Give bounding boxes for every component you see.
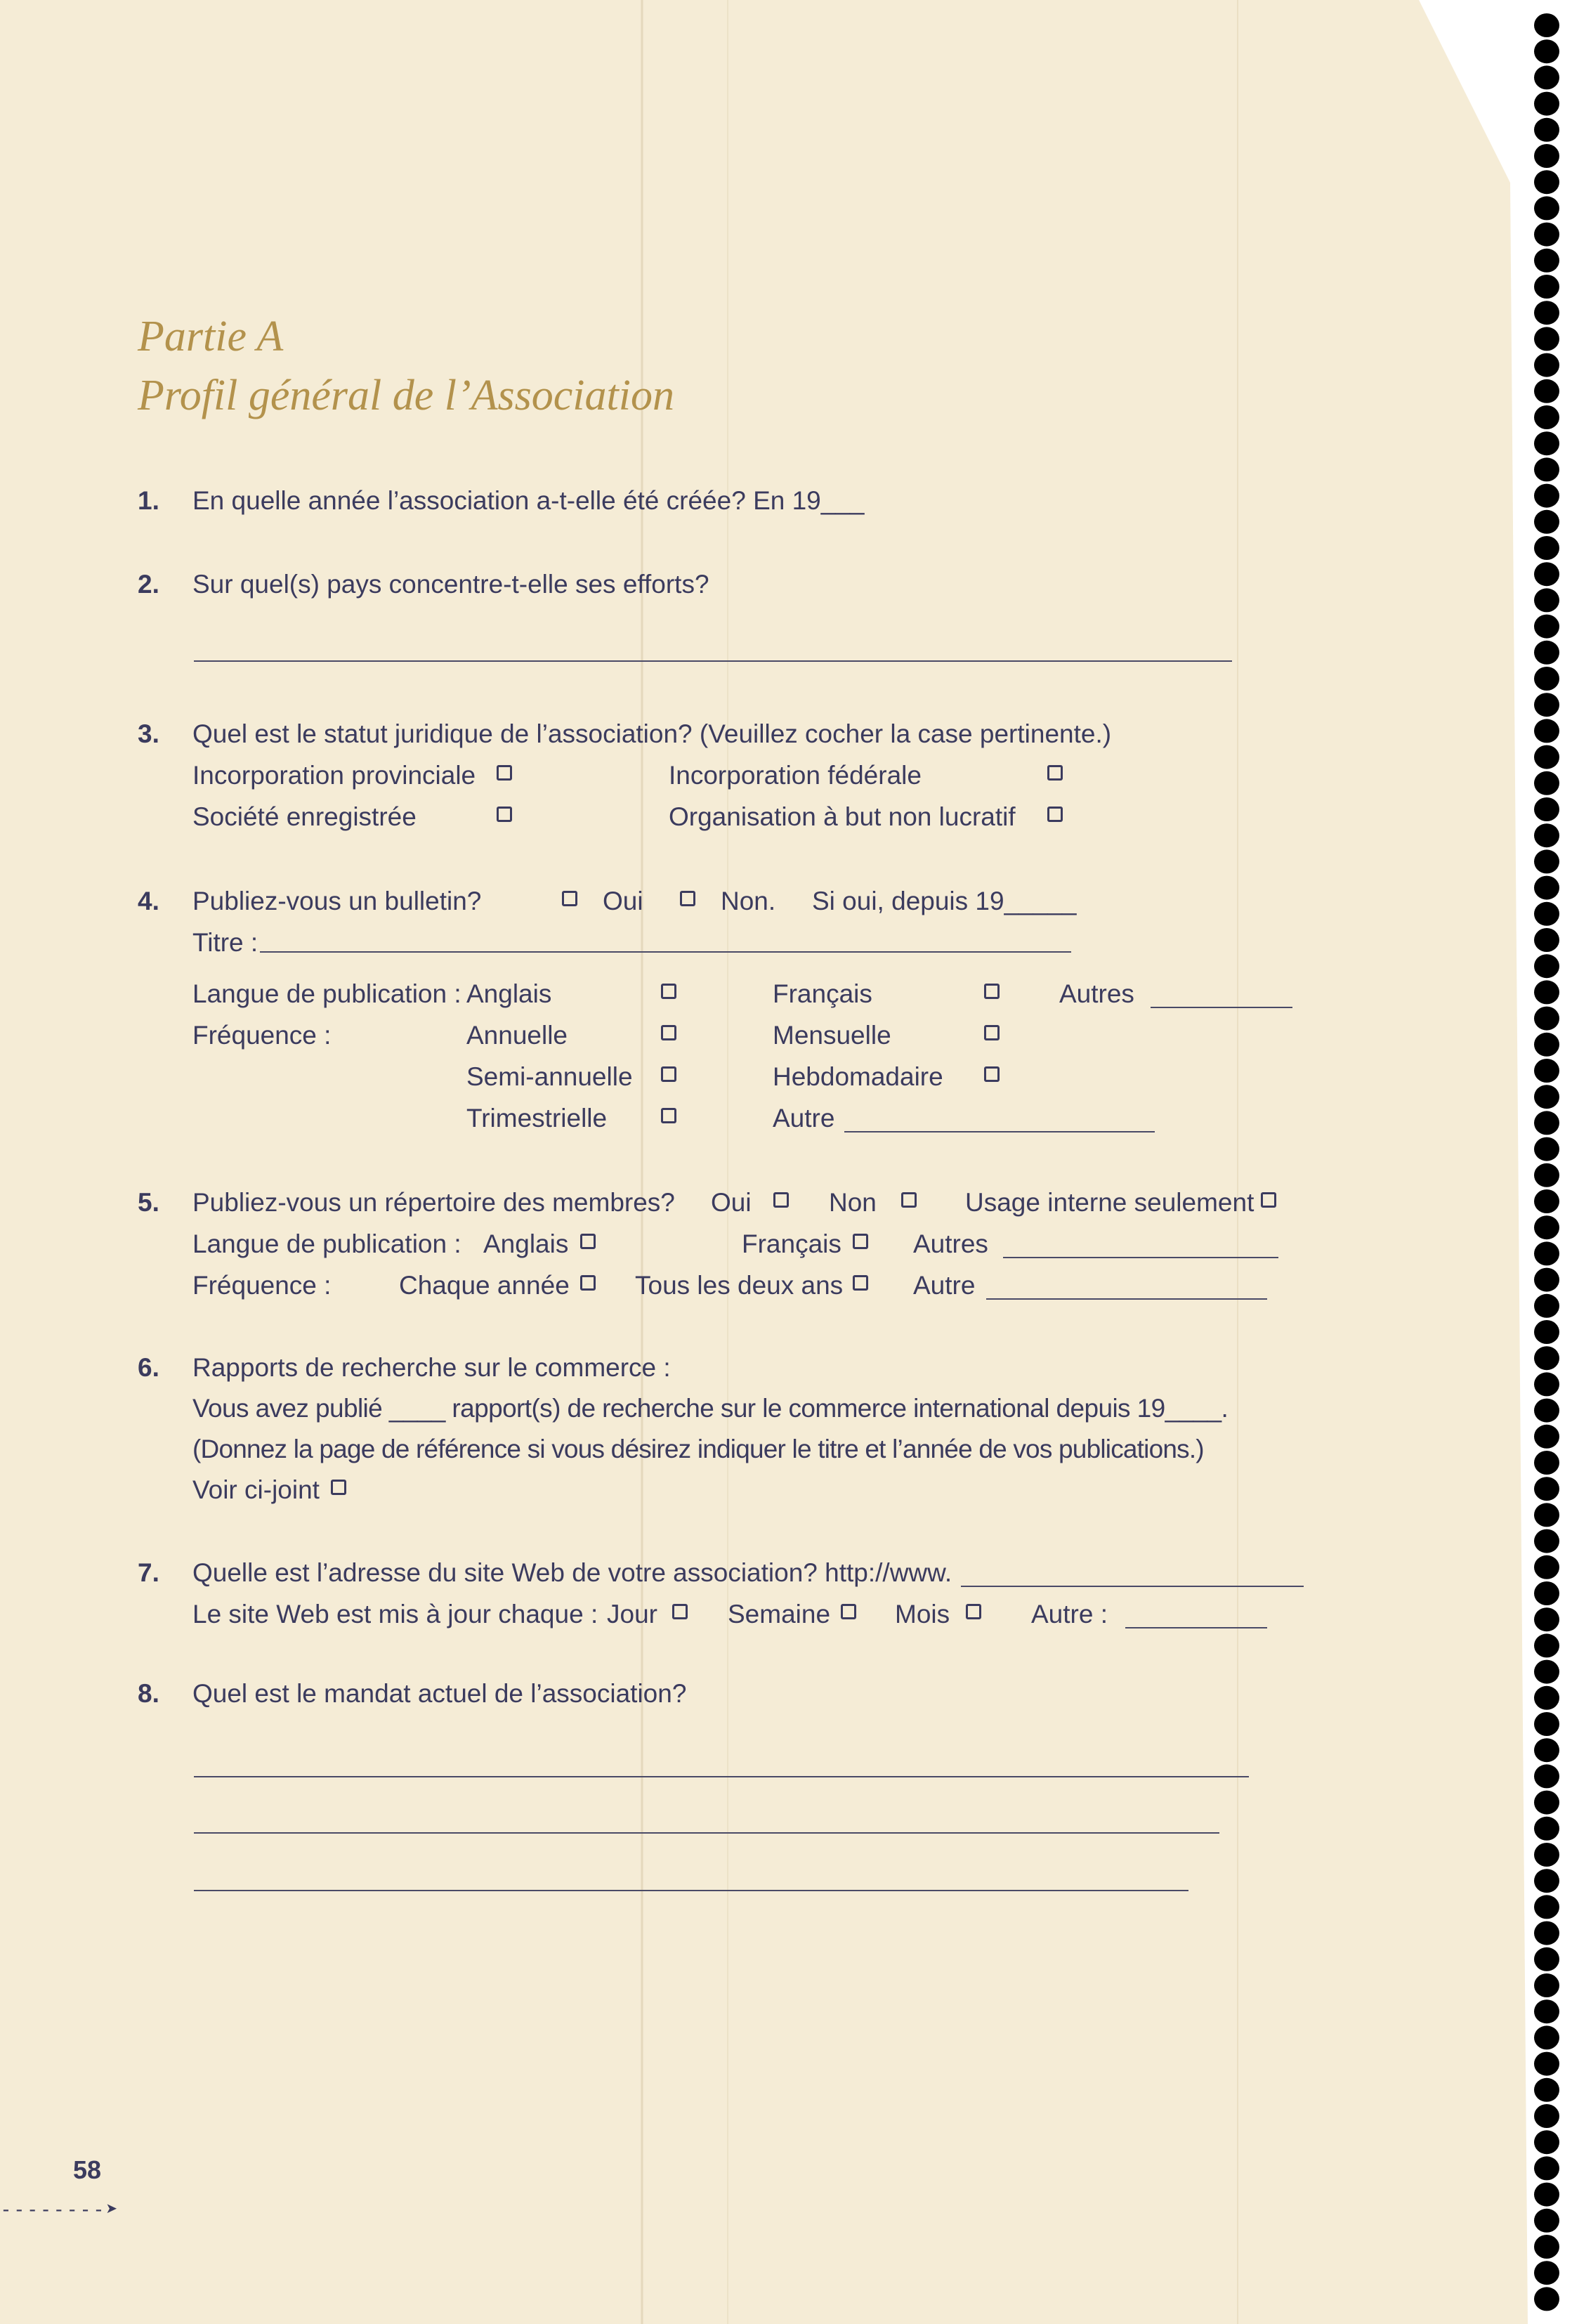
binding-hole — [1534, 2104, 1559, 2128]
binding-hole — [1534, 1294, 1559, 1318]
binding-hole — [1534, 1372, 1559, 1396]
option-label: Hebdomadaire — [773, 1062, 943, 1091]
question-text: Quel est le mandat actuel de l’association? — [192, 1679, 687, 1708]
option-label: Semaine — [728, 1600, 831, 1628]
checkbox[interactable] — [984, 1025, 1000, 1040]
binding-hole — [1534, 1712, 1559, 1736]
option-label: Mois — [895, 1600, 950, 1628]
part-subtitle: Profil général de l’Association — [138, 372, 674, 419]
question-number: 8. — [138, 1679, 159, 1708]
binding-hole — [1534, 1921, 1559, 1945]
option-label: Autres — [913, 1229, 988, 1258]
binding-hole — [1534, 1817, 1559, 1841]
binding-hole — [1534, 1425, 1559, 1449]
binding-hole — [1534, 405, 1559, 429]
binding-hole — [1534, 301, 1559, 325]
binding-hole — [1534, 2235, 1559, 2259]
binding-hole — [1534, 1268, 1559, 1292]
binding-hole — [1534, 484, 1559, 508]
binding-hole — [1534, 353, 1559, 377]
option-label: Semi-annuelle — [466, 1062, 633, 1091]
checkbox[interactable] — [497, 807, 512, 822]
answer-line[interactable] — [1151, 1007, 1292, 1008]
checkbox[interactable] — [680, 891, 695, 906]
option-label: Non — [829, 1188, 877, 1217]
binding-hole — [1534, 249, 1559, 273]
binding-holes — [1534, 13, 1559, 2311]
answer-line[interactable] — [844, 1131, 1155, 1132]
binding-hole — [1534, 65, 1559, 89]
binding-hole — [1534, 1477, 1559, 1501]
binding-hole — [1534, 118, 1559, 142]
binding-hole — [1534, 641, 1559, 665]
checkbox[interactable] — [1261, 1192, 1276, 1208]
binding-hole — [1534, 275, 1559, 299]
answer-line[interactable] — [1003, 1257, 1278, 1258]
binding-hole — [1534, 1059, 1559, 1083]
option-label: Incorporation fédérale — [669, 761, 922, 790]
question-text: Sur quel(s) pays concentre-t-elle ses efforts? — [192, 570, 709, 599]
binding-hole — [1534, 457, 1559, 481]
answer-line[interactable] — [986, 1298, 1267, 1300]
checkbox[interactable] — [661, 984, 676, 999]
binding-hole — [1534, 1660, 1559, 1684]
checkbox[interactable] — [984, 1066, 1000, 1082]
option-label: Autre — [913, 1271, 976, 1300]
binding-hole — [1534, 823, 1559, 847]
answer-line[interactable] — [194, 1776, 1249, 1777]
binding-hole — [1534, 2052, 1559, 2076]
binding-hole — [1534, 928, 1559, 952]
question-text: Publiez-vous un bulletin? — [192, 887, 482, 915]
option-label: Annuelle — [466, 1021, 568, 1050]
binding-hole — [1534, 1764, 1559, 1788]
frequency-label: Fréquence : — [192, 1021, 332, 1050]
option-label: Usage interne seulement — [965, 1188, 1255, 1217]
binding-hole — [1534, 849, 1559, 873]
binding-hole — [1534, 223, 1559, 247]
checkbox[interactable] — [853, 1275, 868, 1291]
option-label: Anglais — [466, 979, 552, 1008]
answer-line[interactable] — [194, 1890, 1188, 1891]
checkbox[interactable] — [773, 1192, 789, 1208]
binding-hole — [1534, 92, 1559, 116]
page-number: 58 — [73, 2155, 102, 2184]
binding-hole — [1534, 1111, 1559, 1135]
checkbox[interactable] — [661, 1108, 676, 1123]
checkbox[interactable] — [497, 765, 512, 781]
option-label: Société enregistrée — [192, 802, 417, 831]
option-label: Non. — [721, 887, 776, 915]
frequency-label: Fréquence : — [192, 1271, 332, 1300]
binding-hole — [1534, 2156, 1559, 2180]
binding-hole — [1534, 2025, 1559, 2049]
binding-hole — [1534, 431, 1559, 455]
binding-hole — [1534, 797, 1559, 821]
option-label: Autres — [1059, 979, 1134, 1008]
binding-hole — [1534, 1241, 1559, 1265]
option-label: Oui — [711, 1188, 752, 1217]
question-text-line: (Donnez la page de référence si vous désirez indiquer le titre et l’année de vos publications.) — [192, 1435, 1204, 1463]
option-label: Autre : — [1031, 1600, 1108, 1628]
binding-hole — [1534, 327, 1559, 351]
option-label: Mensuelle — [773, 1021, 891, 1050]
checkbox[interactable] — [1047, 807, 1063, 822]
binding-hole — [1534, 1633, 1559, 1657]
answer-line[interactable] — [194, 660, 1232, 662]
checkbox[interactable] — [672, 1604, 688, 1619]
binding-hole — [1534, 1529, 1559, 1553]
binding-hole — [1534, 1869, 1559, 1893]
language-label: Langue de publication : — [192, 979, 461, 1008]
option-label: Français — [773, 979, 872, 1008]
question-number: 2. — [138, 570, 159, 599]
binding-hole — [1534, 1033, 1559, 1057]
checkbox[interactable] — [661, 1066, 676, 1082]
answer-line[interactable] — [260, 951, 1071, 953]
option-label: Tous les deux ans — [635, 1271, 844, 1300]
question-text: Quel est le statut juridique de l’association? (Veuillez cocher la case pertinente.) — [192, 719, 1112, 748]
language-label: Langue de publication : — [192, 1229, 461, 1258]
binding-hole — [1534, 1503, 1559, 1527]
binding-hole — [1534, 588, 1559, 612]
binding-hole — [1534, 536, 1559, 560]
question-number: 1. — [138, 486, 159, 515]
part-title: Partie A — [138, 313, 284, 360]
answer-line[interactable] — [1125, 1627, 1267, 1628]
option-label: Chaque année — [399, 1271, 570, 1300]
binding-hole — [1534, 615, 1559, 639]
binding-hole — [1534, 1085, 1559, 1109]
binding-hole — [1534, 1451, 1559, 1475]
checkbox[interactable] — [984, 984, 1000, 999]
binding-hole — [1534, 1973, 1559, 1997]
checkbox[interactable] — [841, 1604, 856, 1619]
binding-hole — [1534, 13, 1559, 37]
binding-hole — [1534, 1738, 1559, 1762]
option-label: Français — [742, 1229, 841, 1258]
checkbox[interactable] — [661, 1025, 676, 1040]
binding-hole — [1534, 2078, 1559, 2102]
question-text: Quelle est l’adresse du site Web de votre association? http://www. — [192, 1558, 952, 1587]
binding-hole — [1534, 667, 1559, 691]
checkbox[interactable] — [331, 1480, 346, 1495]
binding-hole — [1534, 902, 1559, 926]
binding-hole — [1534, 719, 1559, 743]
answer-line[interactable] — [194, 1832, 1219, 1834]
binding-hole — [1534, 980, 1559, 1004]
option-label: Autre — [773, 1104, 835, 1132]
binding-hole — [1534, 954, 1559, 978]
binding-hole — [1534, 1843, 1559, 1867]
option-label: Anglais — [483, 1229, 569, 1258]
binding-hole — [1534, 2261, 1559, 2285]
binding-hole — [1534, 39, 1559, 63]
binding-hole — [1534, 1686, 1559, 1710]
question-text: En quelle année l’association a-t-elle été créée? En 19___ — [192, 486, 865, 515]
checkbox[interactable] — [1047, 765, 1063, 781]
binding-hole — [1534, 745, 1559, 769]
option-label: Oui — [603, 887, 643, 915]
binding-hole — [1534, 1320, 1559, 1344]
binding-hole — [1534, 1581, 1559, 1605]
binding-hole — [1534, 1137, 1559, 1161]
binding-hole — [1534, 196, 1559, 220]
checkbox[interactable] — [562, 891, 577, 906]
checkbox[interactable] — [901, 1192, 917, 1208]
binding-hole — [1534, 1007, 1559, 1031]
checkbox[interactable] — [580, 1275, 596, 1291]
checkbox[interactable] — [853, 1234, 868, 1249]
option-label: Organisation à but non lucratif — [669, 802, 1016, 831]
binding-hole — [1534, 1555, 1559, 1579]
checkbox[interactable] — [966, 1604, 981, 1619]
see-attached-label: Voir ci-joint — [192, 1475, 320, 1504]
binding-hole — [1534, 144, 1559, 168]
binding-hole — [1534, 693, 1559, 717]
binding-hole — [1534, 2183, 1559, 2207]
url-answer-line[interactable] — [961, 1586, 1304, 1587]
question-text-line: Vous avez publié ____ rapport(s) de recherche sur le commerce international depuis 19____. — [192, 1394, 1229, 1423]
binding-hole — [1534, 2130, 1559, 2154]
binding-hole — [1534, 1999, 1559, 2023]
option-label: Trimestrielle — [466, 1104, 608, 1132]
since-label: Si oui, depuis 19_____ — [812, 887, 1077, 915]
binding-hole — [1534, 1215, 1559, 1239]
next-page-arrow: --------➤ — [0, 2198, 119, 2221]
question-number: 5. — [138, 1188, 159, 1217]
title-label: Titre : — [192, 928, 258, 957]
question-number: 4. — [138, 887, 159, 915]
binding-hole — [1534, 379, 1559, 403]
binding-hole — [1534, 510, 1559, 534]
binding-hole — [1534, 1895, 1559, 1919]
binding-hole — [1534, 876, 1559, 900]
binding-hole — [1534, 1346, 1559, 1370]
binding-hole — [1534, 170, 1559, 194]
question-number: 6. — [138, 1353, 159, 1382]
question-text: Publiez-vous un répertoire des membres? — [192, 1188, 675, 1217]
binding-hole — [1534, 771, 1559, 795]
question-number: 3. — [138, 719, 159, 748]
option-label: Jour — [607, 1600, 657, 1628]
binding-hole — [1534, 1189, 1559, 1213]
binding-hole — [1534, 1947, 1559, 1971]
binding-hole — [1534, 1791, 1559, 1815]
update-label: Le site Web est mis à jour chaque : — [192, 1600, 598, 1628]
question-text: Rapports de recherche sur le commerce : — [192, 1353, 671, 1382]
binding-hole — [1534, 562, 1559, 586]
binding-hole — [1534, 2209, 1559, 2233]
binding-hole — [1534, 2287, 1559, 2311]
question-number: 7. — [138, 1558, 159, 1587]
checkbox[interactable] — [580, 1234, 596, 1249]
option-label: Incorporation provinciale — [192, 761, 476, 790]
binding-hole — [1534, 1607, 1559, 1631]
binding-hole — [1534, 1399, 1559, 1423]
binding-hole — [1534, 1163, 1559, 1187]
